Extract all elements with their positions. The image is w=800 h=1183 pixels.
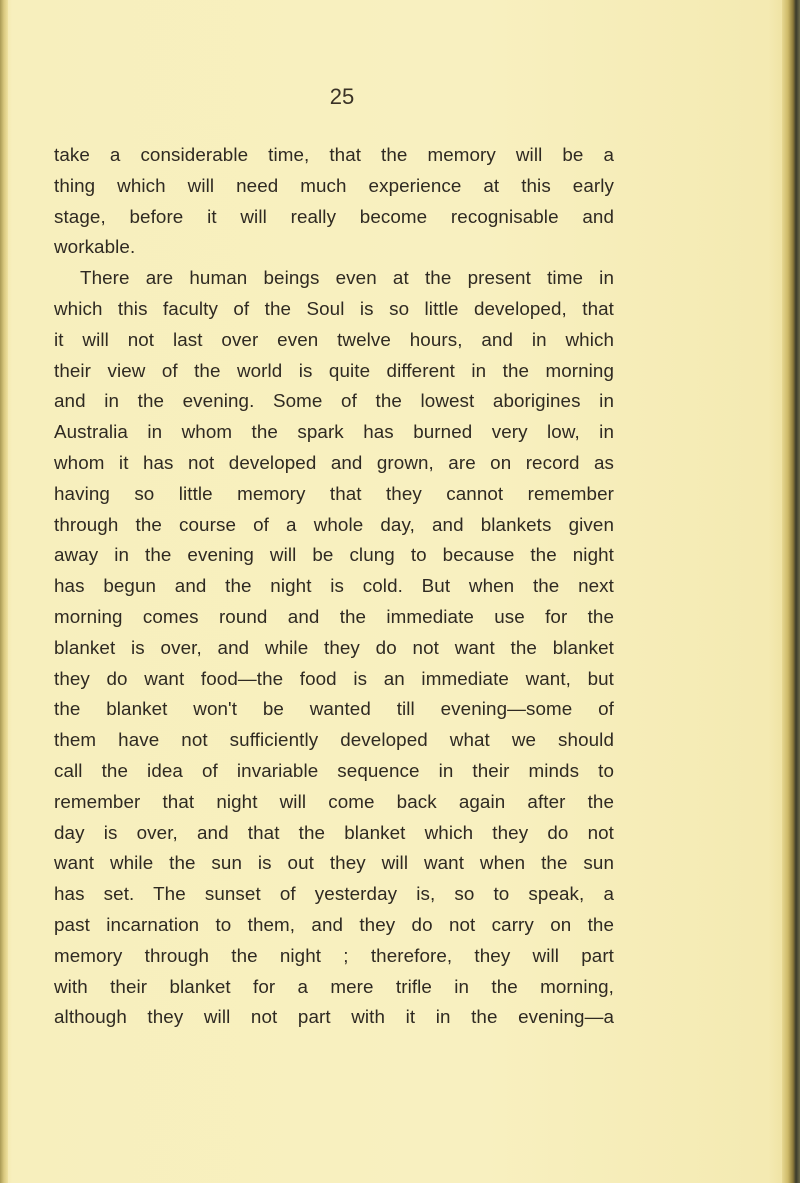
text-line: and in the evening. Some of the lowest aborigines in xyxy=(54,390,614,412)
text-line: stage, before it will really become recognisable and xyxy=(54,205,614,227)
text-line: through the course of a whole day, and blankets given xyxy=(54,513,614,535)
text-line: whom it has not developed and grown, are on record as xyxy=(54,451,614,473)
text-line: Australia in whom the spark has burned very low, in xyxy=(54,421,614,443)
text-line: day is over, and that the blanket which they do not xyxy=(54,821,614,843)
text-line: has set. The sunset of yesterday is, so to speak, a xyxy=(54,883,614,905)
text-line: them have not sufficiently developed what we should xyxy=(54,729,614,751)
text-line: although they will not part with it in the evening—a xyxy=(54,1006,614,1028)
text-line: remember that night will come back again after the xyxy=(54,790,614,812)
text-line: memory through the night ; therefore, they will part xyxy=(54,944,614,966)
text-line: having so little memory that they cannot remember xyxy=(54,482,614,504)
text-line: away in the evening will be clung to because the night xyxy=(54,544,614,566)
text-line: which this faculty of the Soul is so little developed, that xyxy=(54,297,614,319)
text-line: There are human beings even at the present time in xyxy=(80,267,614,289)
text-line: morning comes round and the immediate use for the xyxy=(54,605,614,627)
text-line: their view of the world is quite different in the morning xyxy=(54,359,614,381)
body-text xyxy=(54,140,614,1033)
text-line: take a considerable time, that the memory will be a xyxy=(54,144,614,165)
page-right-edge xyxy=(782,0,800,1183)
text-line: thing which will need much experience at this early xyxy=(54,174,614,196)
text-line: with their blanket for a mere trifle in the morning, xyxy=(54,975,614,997)
text-line: blanket is over, and while they do not want the blanket xyxy=(54,636,614,658)
text-line: it will not last over even twelve hours, and in which xyxy=(54,328,614,350)
page-left-edge xyxy=(0,0,8,1183)
text-line: want while the sun is out they will want when the sun xyxy=(54,852,614,874)
text-line: has begun and the night is cold. But when the next xyxy=(54,575,614,597)
text-line: workable. xyxy=(54,236,136,258)
text-line: past incarnation to them, and they do not carry on the xyxy=(54,913,614,935)
text-line: they do want food—the food is an immediate want, but xyxy=(54,667,614,689)
page-number: 25 xyxy=(329,84,355,109)
text-line: the blanket won't be wanted till evening—some of xyxy=(54,698,614,720)
text-line: call the idea of invariable sequence in their minds to xyxy=(54,759,614,781)
